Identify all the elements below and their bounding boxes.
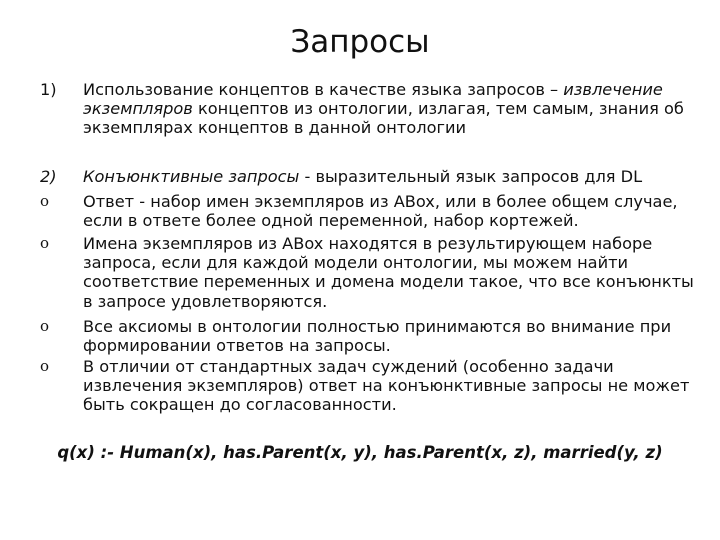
numbered-item-2 — [40, 167, 705, 186]
item-number: 2) — [40, 167, 57, 186]
item-number: 1) — [40, 80, 57, 99]
bullet-circle-icon: o — [40, 317, 50, 335]
query-formula: q(x) :- Human(x), has.Parent(x, y), has.Parent(x, z), married(y, z) — [57, 443, 663, 462]
bullet-text: Имена экземпляров из ABox находятся в результирующем наборе запроса, если для каждой модели онтологии, мы можем найти соответствие переменных и домена модели такое, что все конъюнкты в запросе удовлетворяются. — [83, 234, 694, 311]
bullet-item-1 — [40, 192, 705, 230]
bullet-text: Все аксиомы в онтологии полностью принимаются во внимание при формировании ответов на запросы. — [83, 317, 672, 356]
bullet-circle-icon: o — [40, 192, 50, 210]
bullet-item-2 — [40, 234, 705, 311]
item-body: Использование концептов в качестве языка запросов – извлечение экземпляров концептов из онтологии, излагая, тем самым, знания об экземплярах концептов в данной онтологии — [83, 80, 684, 138]
bullet-item-3 — [40, 317, 705, 355]
bullet-text: Ответ - набор имен экземпляров из ABox, или в более общем случае, если в ответе более одной переменной, набор кортежей. — [83, 192, 678, 231]
bullet-item-4 — [40, 357, 705, 415]
bullet-text: В отличии от стандартных задач суждений (особенно задачи извлечения экземпляров) ответ на конъюнктивные запросы не может быть сокращен до согласованности. — [83, 357, 690, 415]
numbered-item-1 — [40, 80, 705, 138]
bullet-circle-icon: o — [40, 357, 50, 375]
item-body: Конъюнктивные запросы - выразительный язык запросов для DL — [83, 167, 643, 186]
emphasis-text: Конъюнктивные запросы — [83, 167, 300, 186]
emphasis-text: извлечение экземпляров — [83, 80, 663, 119]
slide-title: Запросы — [290, 24, 430, 60]
bullet-circle-icon: o — [40, 234, 50, 252]
